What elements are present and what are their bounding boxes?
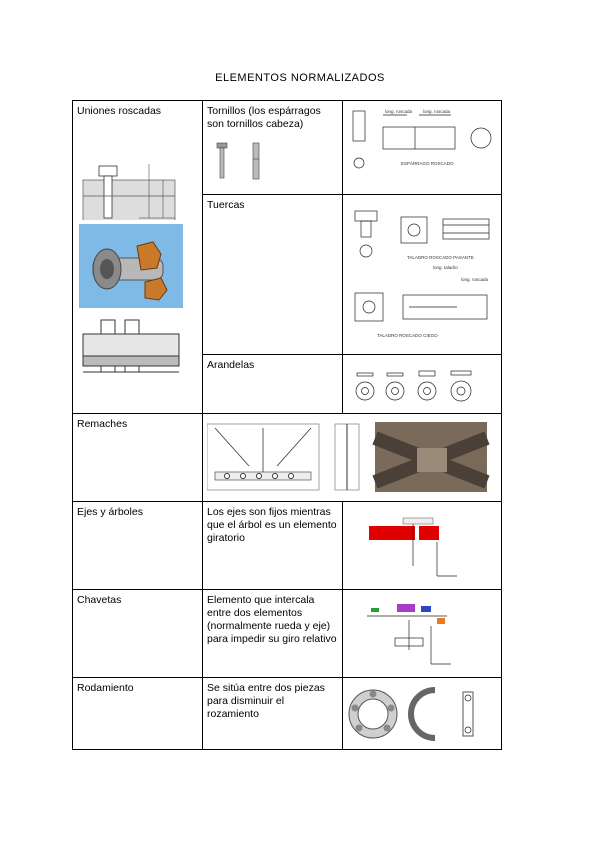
- screws-image: [211, 141, 281, 181]
- esparrago-label: ESPÁRRAGO ROSCADO: [400, 161, 454, 166]
- bolt-nut-3d-image: [79, 224, 183, 308]
- cell-tornillos: [203, 101, 343, 195]
- nut-drawing: [347, 199, 493, 349]
- long-roscada-label-2: long. roscada: [422, 109, 450, 114]
- taladro-pasante-label: TALADRO ROSCADO PASANTE: [406, 255, 474, 260]
- row-label: Rodamiento: [77, 682, 134, 694]
- row-description: Elemento que intercala entre dos elementos (normalmente rueda y eje) para impedir su giro relativo: [207, 594, 337, 645]
- long-roscada-label: long. roscada: [384, 109, 412, 114]
- bolt-section-drawing: [79, 316, 183, 382]
- cell-tuercas-drawing: [342, 195, 501, 355]
- cell-ejes: [73, 502, 203, 590]
- elements-table: [72, 100, 502, 750]
- row-description: Los ejes son fijos mientras que el árbol es un elemento giratorio: [207, 506, 337, 544]
- subrow-label: Tuercas: [207, 199, 245, 211]
- cell-chavetas: [73, 590, 203, 678]
- taladro-ciego-label: TALADRO ROSCADO CIEGO: [376, 333, 438, 338]
- shaft-drawing: [347, 506, 493, 582]
- row-label: Chavetas: [77, 594, 122, 606]
- cell-arandelas-drawing: [342, 355, 501, 414]
- cell-tornillos-drawing: [342, 101, 501, 195]
- long-roscada-label-3: long. roscada: [460, 277, 488, 282]
- cell-remaches-images: [203, 414, 502, 502]
- row-label: Ejes y árboles: [77, 506, 143, 518]
- washers-drawing: [347, 359, 493, 409]
- key-drawing: [347, 594, 493, 670]
- page-title: ELEMENTOS NORMALIZADOS: [215, 72, 385, 84]
- cell-tuercas: [203, 195, 343, 355]
- cell-rodamiento: [73, 678, 203, 750]
- cell-ejes-desc: [203, 502, 343, 590]
- cell-chavetas-drawing: [342, 590, 501, 678]
- cell-remaches: [73, 414, 203, 502]
- rivets-images: [207, 418, 497, 494]
- cell-uniones-roscadas: [73, 101, 203, 414]
- bolt-joint-drawing: [79, 124, 179, 220]
- stud-drawing: [347, 105, 493, 189]
- long-taladro-label: long. taladro: [432, 265, 458, 270]
- subrow-label: Tornillos (los espárragos son tornillos cabeza): [207, 105, 321, 130]
- row-label: Remaches: [77, 418, 128, 430]
- cell-rodamiento-drawing: [342, 678, 501, 750]
- cell-rodamiento-desc: [203, 678, 343, 750]
- cell-arandelas: [203, 355, 343, 414]
- row-description: Se sitúa entre dos piezas para disminuir el rozamiento: [207, 682, 325, 720]
- cell-chavetas-desc: [203, 590, 343, 678]
- cell-ejes-drawing: [342, 502, 501, 590]
- bearing-images: [347, 682, 493, 744]
- subrow-label: Arandelas: [207, 359, 255, 371]
- row-label: Uniones roscadas: [77, 105, 162, 117]
